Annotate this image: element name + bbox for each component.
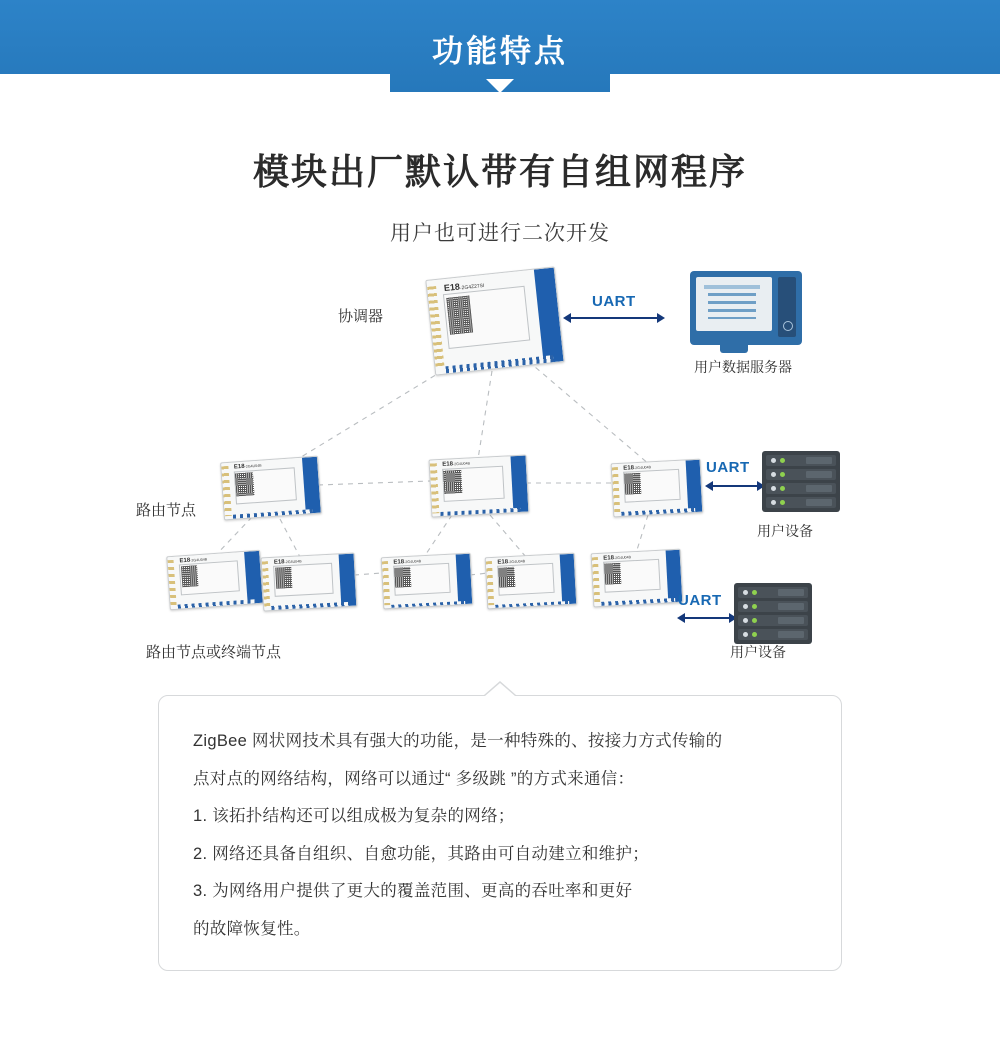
server-unit (766, 497, 836, 508)
module-antenna-icon (560, 554, 577, 605)
server-unit (738, 615, 808, 626)
module-model: -2G4U04B (508, 559, 526, 565)
server-led-green-icon (752, 632, 757, 637)
module-name: E18 (393, 559, 405, 566)
module-end-node-3 (381, 553, 474, 610)
module-model: -2G4U04B (244, 463, 262, 470)
server-slot (806, 499, 832, 506)
module-name: E18 (623, 465, 635, 472)
power-button-icon (783, 321, 793, 331)
callout-notch-icon (485, 683, 515, 696)
banner-bevel-left (372, 74, 390, 92)
server-slot (778, 589, 804, 596)
server-led-green-icon (752, 604, 757, 609)
monitor-titlebar (704, 285, 760, 289)
server-led-green-icon (780, 486, 785, 491)
label-user-device-2: 用户设备 (730, 644, 786, 660)
server-led-icon (743, 590, 748, 595)
module-name: E18 (233, 464, 245, 471)
module-name: E18 (179, 557, 191, 565)
server-led-green-icon (780, 458, 785, 463)
label-user-device-1: 用户设备 (757, 523, 813, 539)
banner-bevel-right (610, 74, 628, 92)
server-led-green-icon (780, 472, 785, 477)
server-unit (766, 483, 836, 494)
server-unit (738, 587, 808, 598)
module-model: -2G4Z27SI (459, 282, 485, 292)
module-name: E18 (273, 559, 285, 566)
module-model: -2G4U04B (404, 559, 422, 565)
module-name: E18 (443, 281, 461, 293)
callout-line: 3. 为网络用户提供了更大的覆盖范围、更高的吞吐率和更好 (193, 882, 633, 901)
module-model: -2G4U04B (613, 555, 632, 561)
module-qr-icon (625, 473, 642, 495)
module-model: -2G4U04B (284, 559, 302, 565)
user-device-server-1-icon (762, 451, 840, 512)
module-antenna-icon (686, 460, 703, 513)
module-qr-icon (605, 563, 622, 585)
uart-arrow-bottom-icon (684, 617, 730, 619)
module-model: -2G4U04B (452, 461, 471, 467)
computer-tower-icon (778, 277, 796, 337)
page-title: 模块出厂默认带有自组网程序 (252, 151, 747, 192)
callout-line: 点对点的网络结构，网络可以通过“ 多级跳 ”的方式来通信： (193, 769, 635, 788)
user-device-server-2-icon (734, 583, 812, 644)
server-slot (778, 617, 804, 624)
server-led-green-icon (780, 500, 785, 505)
module-antenna-icon (510, 456, 528, 513)
server-slot (778, 631, 804, 638)
module-model: -2G4U04B (190, 557, 208, 563)
module-name: E18 (603, 555, 615, 562)
module-router-1 (220, 456, 322, 521)
banner-title: 功能特点 (432, 34, 568, 69)
uart-label-bottom: UART (678, 592, 722, 609)
monitor-screen (696, 277, 772, 331)
module-qr-icon (446, 295, 473, 335)
server-unit (766, 469, 836, 480)
module-model: -2G4U04B (633, 465, 652, 471)
description-callout (158, 695, 842, 971)
module-antenna-icon (456, 554, 473, 605)
label-router-node: 路由节点 (136, 502, 197, 519)
server-unit (766, 455, 836, 466)
callout-line: ZigBee 网状网技术具有强大的功能，是一种特殊的、按接力方式传输的 (193, 732, 723, 750)
module-end-node-5 (591, 549, 684, 608)
uart-label-middle: UART (706, 459, 750, 476)
module-antenna-icon (339, 554, 356, 607)
server-slot (778, 603, 804, 610)
server-slot (806, 457, 832, 464)
module-qr-icon (395, 567, 412, 588)
module-qr-icon (275, 567, 293, 589)
callout-line: 2. 网络还具备自组织、自愈功能，其路由可自动建立和维护； (193, 844, 650, 863)
uart-label-top: UART (592, 293, 636, 310)
module-router-3 (611, 459, 704, 518)
server-led-icon (743, 618, 748, 623)
server-unit (738, 601, 808, 612)
module-qr-icon (235, 472, 254, 496)
monitor-content-lines (708, 293, 756, 319)
callout-line: 1. 该拓扑结构还可以组成极为复杂的网络； (193, 807, 515, 826)
module-name: E18 (497, 559, 509, 566)
module-end-node-4 (485, 553, 578, 610)
server-led-green-icon (752, 618, 757, 623)
banner-notch-icon (486, 79, 514, 93)
module-router-2 (429, 454, 530, 517)
label-coordinator: 协调器 (338, 308, 384, 325)
callout-line: 的故障恢复性。 (193, 919, 311, 938)
module-qr-icon (181, 566, 199, 588)
server-slot (806, 485, 832, 492)
server-led-icon (771, 458, 776, 463)
network-topology-diagram (0, 269, 1000, 689)
banner-corner-left (0, 74, 390, 92)
server-unit (738, 629, 808, 640)
module-antenna-icon (302, 457, 321, 514)
uart-arrow-middle-icon (712, 485, 758, 487)
module-end-node-2 (261, 553, 358, 612)
module-qr-icon (499, 567, 516, 588)
server-led-icon (743, 604, 748, 609)
server-led-icon (743, 632, 748, 637)
monitor-stand (720, 345, 748, 353)
module-coordinator (425, 266, 564, 375)
label-user-data-server: 用户数据服务器 (694, 359, 792, 375)
module-qr-icon (444, 470, 462, 493)
server-led-icon (771, 500, 776, 505)
banner-corner-right (610, 74, 1000, 92)
server-led-green-icon (752, 590, 757, 595)
uart-arrow-top-icon (570, 317, 658, 319)
server-led-icon (771, 486, 776, 491)
module-name: E18 (442, 461, 454, 469)
server-led-icon (771, 472, 776, 477)
page-subtitle: 用户也可进行二次开发 (390, 222, 610, 245)
label-router-or-end-node: 路由节点或终端节点 (146, 644, 282, 661)
module-end-node-1 (166, 550, 264, 610)
user-data-server-computer-icon (690, 271, 802, 345)
page-banner (0, 0, 1000, 92)
server-slot (806, 471, 832, 478)
